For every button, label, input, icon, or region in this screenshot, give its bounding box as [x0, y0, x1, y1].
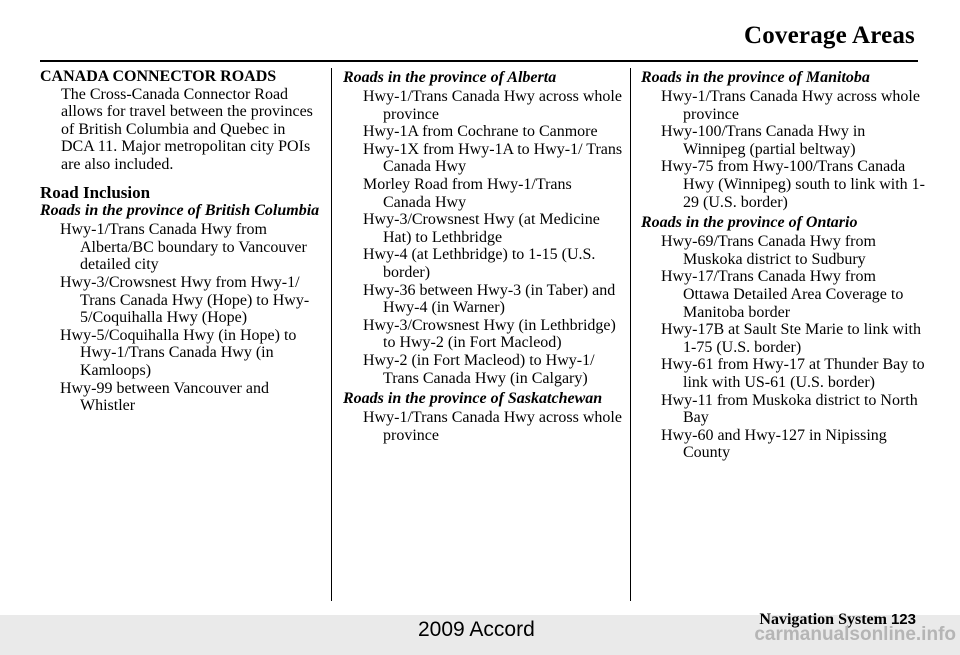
list-item: Morley Road from Hwy-1/Trans Canada Hwy: [363, 175, 572, 211]
list-item: Hwy-11 from Muskoka district to North Bay: [661, 391, 918, 427]
list-item: Hwy-4 (at Lethbridge) to 1-15 (U.S. border): [363, 246, 596, 281]
intro-paragraph: The Cross-Canada Connector Road allows for travel between the provinces of British Columbia and Quebec in DCA 11. Major metropolitan city POIs are also included.: [61, 85, 313, 173]
bc-road-list: [40, 221, 322, 415]
column-1: [40, 68, 322, 417]
list-item: Hwy-1/Trans Canada Hwy across whole province: [363, 88, 622, 123]
saskatchewan-road-list: [343, 409, 623, 444]
list-item: Hwy-1A from Cochrane to Canmore: [363, 123, 598, 141]
list-item: Hwy-17/Trans Canada Hwy from Ottawa Detailed Area Coverage to Manitoba border: [661, 268, 904, 321]
list-item: Hwy-1/Trans Canada Hwy across whole province: [363, 409, 622, 444]
list-item: Hwy-1/Trans Canada Hwy across whole province: [661, 88, 920, 123]
list-item: Hwy-69/Trans Canada Hwy from Muskoka district to Sudbury: [661, 233, 876, 268]
list-item: Hwy-100/Trans Canada Hwy in Winnipeg (partial beltway): [661, 123, 866, 158]
alberta-road-list: [343, 88, 623, 387]
list-item: Hwy-60 and Hwy-127 in Nipissing County: [661, 426, 887, 462]
road-inclusion-heading: Road Inclusion: [40, 182, 151, 202]
list-item: Hwy-17B at Sault Ste Marie to link with 1-75 (U.S. border): [661, 321, 921, 356]
page-title: Coverage Areas: [743, 22, 915, 49]
bc-heading: Roads in the province of British Columbia: [40, 202, 320, 220]
header-divider: [40, 60, 918, 62]
column-3: [641, 68, 926, 464]
ontario-road-list: [641, 233, 926, 462]
ontario-heading: Roads in the province of Ontario: [641, 214, 858, 232]
list-item: Hwy-5/Coquihalla Hwy (in Hope) to Hwy-1/Trans Canada Hwy (in Kamloops): [60, 326, 297, 379]
list-item: Hwy-75 from Hwy-100/Trans Canada Hwy (Winnipeg) south to link with 1-29 (U.S. border): [661, 158, 925, 211]
list-item: Hwy-3/Crowsnest Hwy (at Medicine Hat) to Lethbridge: [363, 211, 600, 246]
footer-section-name: Navigation System: [759, 611, 887, 628]
list-item: Hwy-1/Trans Canada Hwy from Alberta/BC boundary to Vancouver detailed city: [60, 221, 307, 274]
section-heading-canada-connector: CANADA CONNECTOR ROADS: [40, 68, 277, 85]
list-item: Hwy-2 (in Fort Macleod) to Hwy-1/ Trans Canada Hwy (in Calgary): [363, 351, 595, 387]
watermark-site: carmanualsonline.info: [754, 624, 956, 645]
alberta-heading: Roads in the province of Alberta: [343, 69, 557, 86]
page-number: 123: [890, 611, 916, 628]
manitoba-road-list: [641, 88, 926, 211]
list-item: Hwy-99 between Vancouver and Whistler: [60, 379, 269, 415]
list-item: Hwy-36 between Hwy-3 (in Taber) and Hwy-4 (in Warner): [363, 281, 616, 317]
manitoba-heading: Roads in the province of Manitoba: [641, 69, 870, 86]
list-item: Hwy-3/Crowsnest Hwy (in Lethbridge) to Hwy-2 (in Fort Macleod): [363, 316, 616, 352]
list-item: Hwy-61 from Hwy-17 at Thunder Bay to link with US-61 (U.S. border): [661, 356, 925, 391]
watermark-model-year: 2009 Accord: [418, 618, 535, 641]
list-item: Hwy-3/Crowsnest Hwy from Hwy-1/ Trans Canada Hwy (Hope) to Hwy-5/Coquihalla Hwy (Hope): [60, 273, 310, 327]
list-item: Hwy-1X from Hwy-1A to Hwy-1/ Trans Canada Hwy: [363, 140, 623, 176]
column-divider-1: [331, 68, 332, 601]
column-2: [343, 68, 623, 446]
column-divider-2: [630, 68, 631, 601]
saskatchewan-heading: Roads in the province of Saskatchewan: [343, 390, 603, 408]
